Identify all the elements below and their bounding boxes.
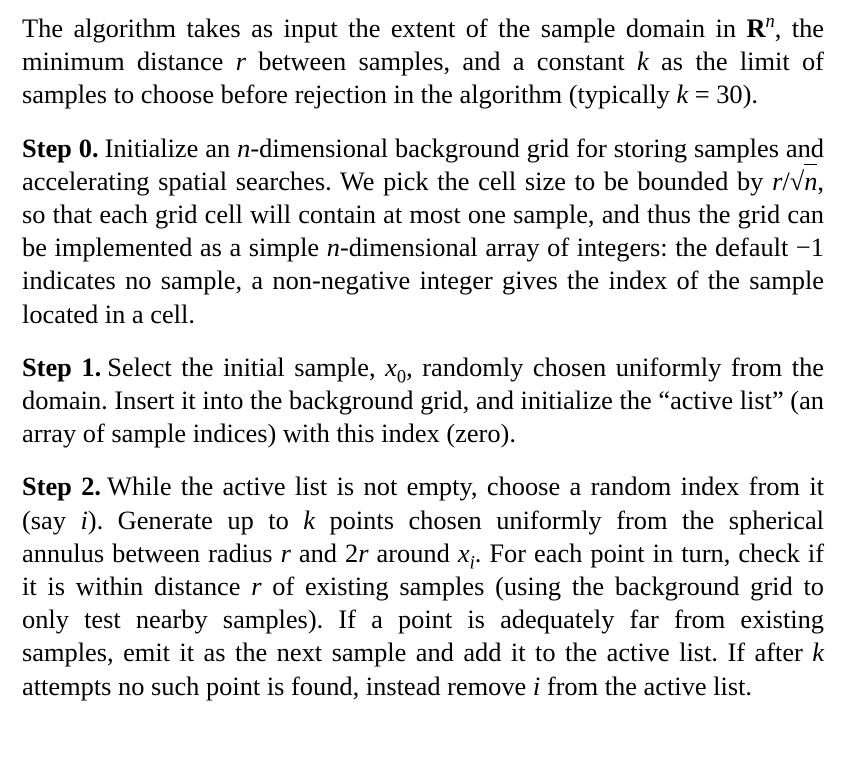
intro-text: The algorithm takes as input the extent of the sample domain in xyxy=(22,13,747,43)
math-equals-30: = 30 xyxy=(688,79,743,110)
math-r: r xyxy=(280,537,291,568)
step-2-text: from the active list. xyxy=(540,670,753,701)
math-subscript-0: 0 xyxy=(396,366,407,387)
step-2-text: . For each point in turn, check if it is within distance xyxy=(22,537,825,602)
step-0-text: -dimensional background grid for storing samples and accelerating spatial searches. We pick the cell size to be bounded by xyxy=(22,132,824,196)
math-i: i xyxy=(80,504,88,535)
math-i: i xyxy=(532,670,541,701)
intro-paragraph xyxy=(22,12,824,112)
math-x: x xyxy=(385,351,397,382)
step-2-paragraph xyxy=(22,470,824,702)
math-slash: / xyxy=(782,165,790,196)
math-k: k xyxy=(676,79,689,110)
step-1-paragraph xyxy=(22,351,824,451)
math-x: x xyxy=(457,537,470,568)
step-2-text: around xyxy=(368,537,458,568)
step-0-text: indicates no sample, a non-negative integer gives the index of the sample located in a cell. xyxy=(22,265,824,329)
step-1-label: Step 1. xyxy=(22,351,102,382)
intro-text: ). xyxy=(742,79,759,110)
math-k: k xyxy=(303,504,315,535)
step-2-text: attempts no such point is found, instead remove xyxy=(22,670,533,701)
step-2-text: and 2 xyxy=(290,537,359,568)
math-r: r xyxy=(251,571,262,602)
step-2-text: points chosen uniformly from the spherical annulus between radius xyxy=(22,504,824,568)
step-0-label: Step 0. xyxy=(22,132,99,163)
step-1-text: Select the initial sample, xyxy=(107,351,386,382)
math-r: r xyxy=(772,165,783,196)
math-n: n xyxy=(237,132,251,163)
math-k: k xyxy=(812,637,824,668)
intro-text: as the limit of samples to choose before rejection in the algorithm (typically xyxy=(22,46,824,110)
paper-excerpt xyxy=(22,12,824,703)
math-reals: R xyxy=(746,13,766,43)
step-0-paragraph xyxy=(22,132,824,331)
step-0-text: -dimensional array of integers: the default xyxy=(339,232,796,263)
step-2-label: Step 2. xyxy=(22,471,102,502)
math-r: r xyxy=(358,537,369,568)
step-2-text: ). Generate up to xyxy=(87,504,304,535)
intro-text: , the minimum distance xyxy=(22,13,824,77)
math-minus-one: −1 xyxy=(795,232,824,263)
step-0-text: , so that each grid cell will contain at most one sample, and thus the grid can be implemented as a simple xyxy=(22,165,824,263)
math-subscript-i: i xyxy=(469,552,475,573)
step-0-text: Initialize an xyxy=(104,132,238,163)
math-n: n xyxy=(326,232,340,263)
sqrt-icon: √ xyxy=(789,165,805,196)
math-n-exponent: n xyxy=(765,11,775,32)
math-r: r xyxy=(235,46,246,77)
intro-text: between samples, and a constant xyxy=(245,46,638,77)
math-sqrt-n xyxy=(790,165,818,198)
step-1-text: , randomly chosen uniformly from the domain. Insert it into the background grid, and initialize the “active list” (an array of sample indices) with this index (zero). xyxy=(22,351,824,449)
step-2-text: While the active list is not empty, choose a random index from it (say xyxy=(22,471,825,535)
step-2-text: of existing samples (using the background grid to only test nearby samples). If a point is adequately far from existing samples, emit it as the next sample and add it to the active list. If after xyxy=(22,571,824,668)
math-k: k xyxy=(637,46,649,77)
math-n: n xyxy=(804,165,818,196)
